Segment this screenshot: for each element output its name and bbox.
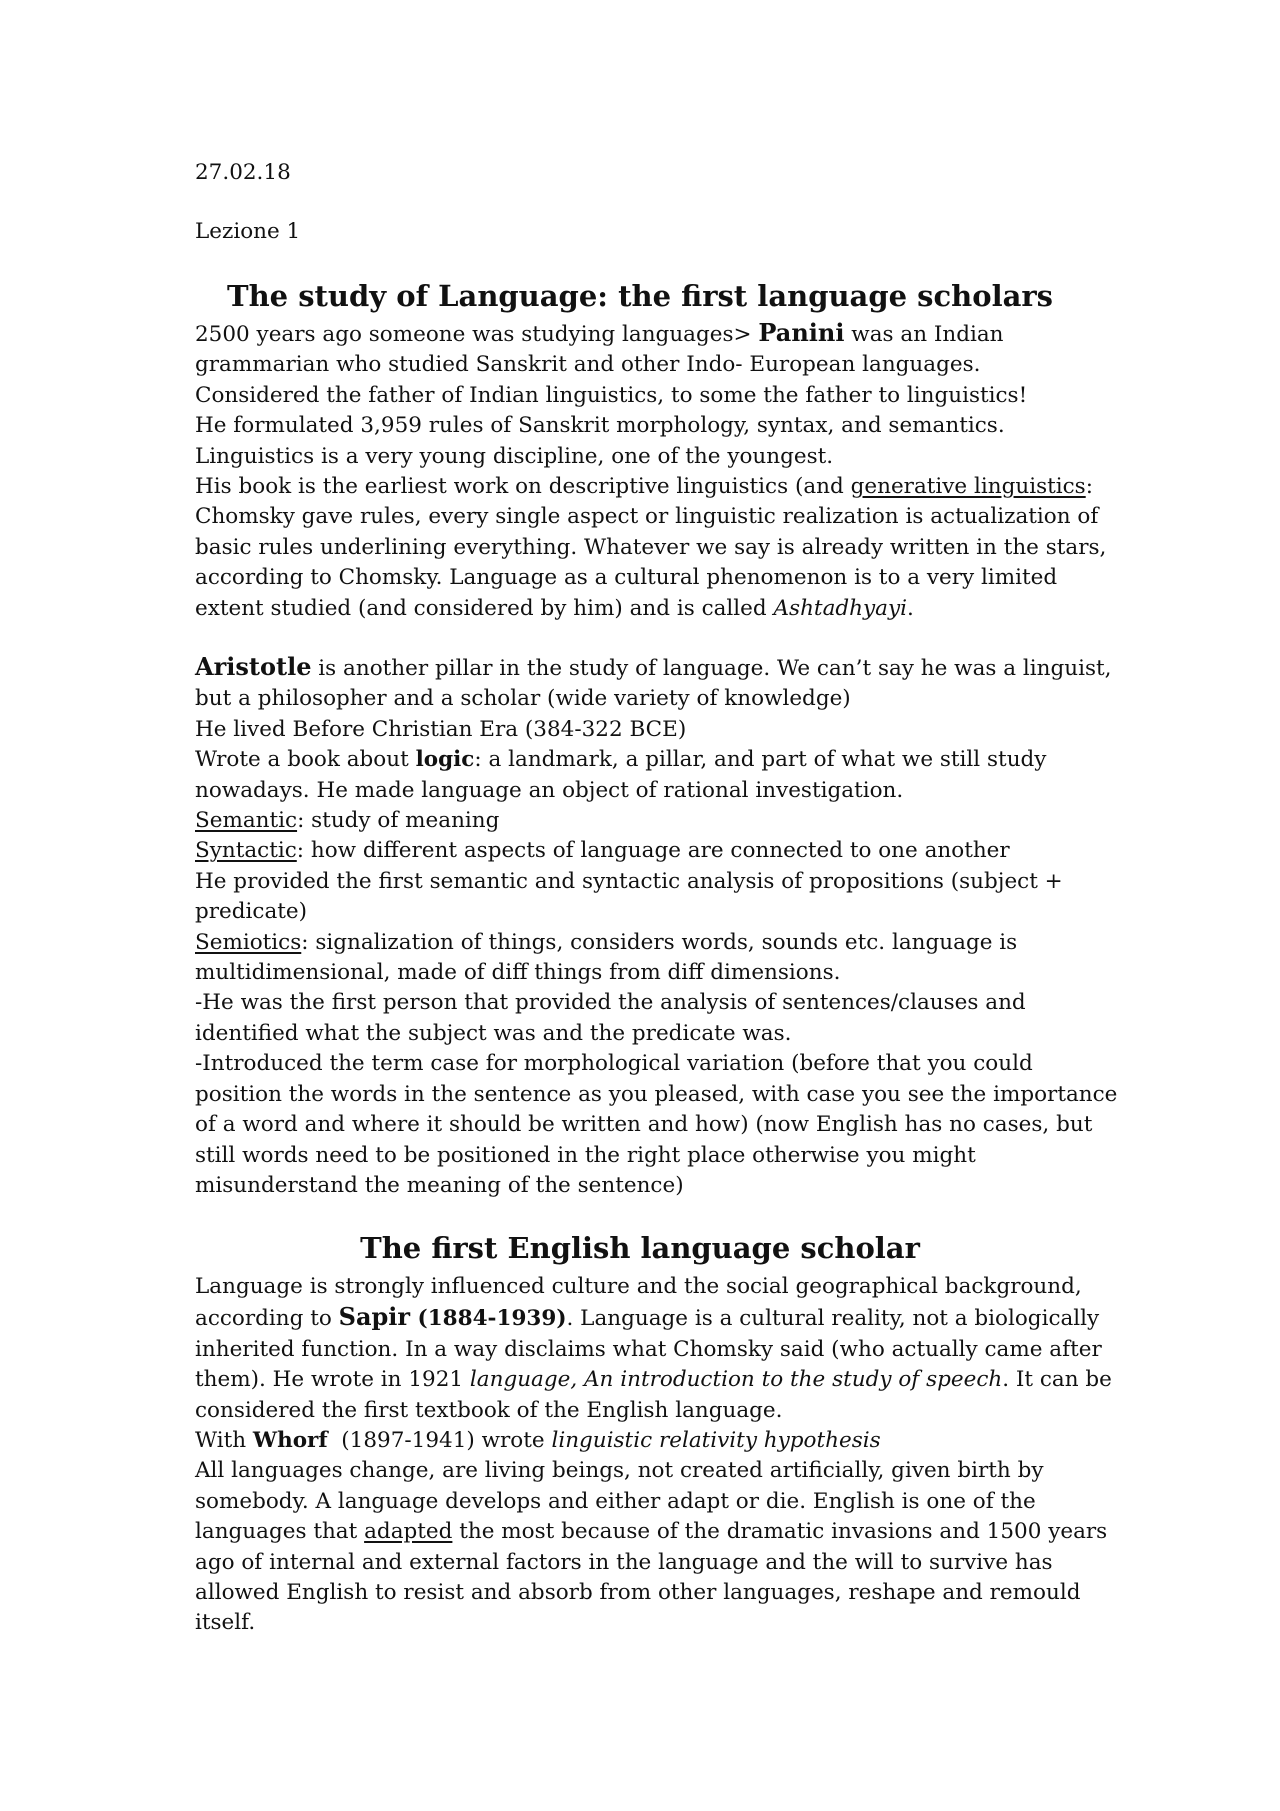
- text-line: still words need to be positioned in the right place otherwise you might: [195, 1142, 976, 1168]
- text-line: multidimensional, made of diff things from diff dimensions.: [195, 960, 841, 986]
- text-line: -Introduced the term case for morphological variation (before that you could: [195, 1051, 1033, 1077]
- name-sapir: Sapir: [338, 1302, 411, 1332]
- title-language-introduction: language, An introduction to the study of speech: [469, 1367, 1003, 1393]
- section-title-first-english-scholar: The first English language scholar: [360, 1231, 920, 1265]
- text-line: somebody. A language develops and either adapt or die. English is one of the: [195, 1488, 1036, 1514]
- text-line: according to Chomsky. Language as a cultural phenomenon is to a very limited: [195, 565, 1058, 591]
- text-line: predicate): [195, 899, 308, 925]
- term-semiotics: Semiotics: [195, 929, 302, 955]
- text-line: them). He wrote in 1921 language, An introduction to the study of speech. It can be: [195, 1367, 1112, 1393]
- text-line: languages that adapted the most because of the dramatic invasions and 1500 years: [195, 1519, 1108, 1545]
- sapir-dates: (1884-1939): [410, 1306, 567, 1332]
- text-line: misunderstand the meaning of the sentence): [195, 1172, 684, 1198]
- text-line: ago of internal and external factors in the language and the will to survive has: [195, 1549, 1053, 1575]
- text-line: He provided the first semantic and syntactic analysis of propositions (subject +: [195, 868, 1063, 894]
- name-aristotle: Aristotle: [195, 652, 312, 681]
- term-semantic: Semantic: [195, 808, 298, 834]
- text-line: Syntactic: how different aspects of language are connected to one another: [195, 838, 1010, 864]
- section-title-study-of-language: The study of Language: the first language scholars: [226, 279, 1053, 313]
- text-line: Semiotics: signalization of things, considers words, sounds etc. language is: [195, 929, 1018, 955]
- name-panini: Panini: [758, 318, 845, 347]
- text-line: Linguistics is a very young discipline, one of the youngest.: [195, 443, 834, 469]
- text-line: but a philosopher and a scholar (wide variety of knowledge): [195, 686, 851, 712]
- name-whorf: Whorf: [252, 1428, 328, 1454]
- text-line: Considered the father of Indian linguistics, to some the father to linguistics!: [195, 382, 1028, 408]
- panini-paragraph: [195, 318, 1106, 624]
- text-line: His book is the earliest work on descriptive linguistics (and generative linguistics:: [195, 474, 1093, 500]
- term-adapted: adapted: [364, 1519, 453, 1545]
- text-line: Semantic: study of meaning: [195, 808, 500, 834]
- text-line: He lived Before Christian Era (384-322 BCE): [195, 716, 687, 742]
- date-text: 27.02.18: [195, 160, 291, 185]
- text-line: Wrote a book about logic: a landmark, a pillar, and part of what we still study: [195, 747, 1047, 773]
- text-line: according to Sapir (1884-1939). Language is a cultural reality, not a biologically: [195, 1302, 1100, 1332]
- text-line: considered the first textbook of the English language.: [195, 1397, 783, 1423]
- text-line: itself.: [195, 1610, 256, 1636]
- text-line: grammarian who studied Sanskrit and other Indo- European languages.: [195, 352, 981, 378]
- text-line: -He was the first person that provided the analysis of sentences/clauses and: [195, 990, 1026, 1016]
- term-syntactic: Syntactic: [195, 838, 297, 864]
- title-linguistic-relativity: linguistic relativity hypothesis: [551, 1428, 881, 1454]
- text-line: identified what the subject was and the predicate was.: [195, 1020, 792, 1046]
- text-line: Language is strongly influenced culture and the social geographical background,: [195, 1274, 1082, 1299]
- text-line: inherited function. In a way disclaims what Chomsky said (who actually came after: [195, 1336, 1102, 1362]
- text-line: All languages change, are living beings, not created artificially, given birth by: [195, 1458, 1044, 1484]
- text-line: position the words in the sentence as you pleased, with case you see the importance: [195, 1081, 1118, 1107]
- text-line: nowadays. He made language an object of rational investigation.: [195, 777, 904, 803]
- sapir-paragraph: [195, 1272, 1112, 1639]
- term-generative-linguistics: generative linguistics: [850, 474, 1086, 500]
- text-line: Chomsky gave rules, every single aspect or linguistic realization is actualization of: [195, 504, 1099, 530]
- text-line: allowed English to resist and absorb from other languages, reshape and remould: [195, 1580, 1081, 1606]
- lesson-label: Lezione 1: [195, 219, 301, 244]
- term-logic: logic: [415, 747, 475, 773]
- text-line: 2500 years ago someone was studying languages> Panini was an Indian: [195, 318, 1004, 347]
- text-line: He formulated 3,959 rules of Sanskrit morphology, syntax, and semantics.: [195, 413, 1005, 439]
- text-line: basic rules underlining everything. Whatever we say is already written in the stars,: [195, 534, 1107, 560]
- text-line: With Whorf (1897-1941) wrote linguistic relativity hypothesis: [195, 1428, 881, 1454]
- title-ashtadhyayi: Ashtadhyayi: [773, 595, 907, 621]
- aristotle-paragraph: [195, 652, 1117, 1201]
- text-line: Aristotle is another pillar in the study of language. We can’t say he was a linguist,: [195, 652, 1112, 681]
- text-line: of a word and where it should be written and how) (now English has no cases, but: [195, 1112, 1093, 1138]
- text-line: extent studied (and considered by him) and is called Ashtadhyayi.: [195, 595, 914, 621]
